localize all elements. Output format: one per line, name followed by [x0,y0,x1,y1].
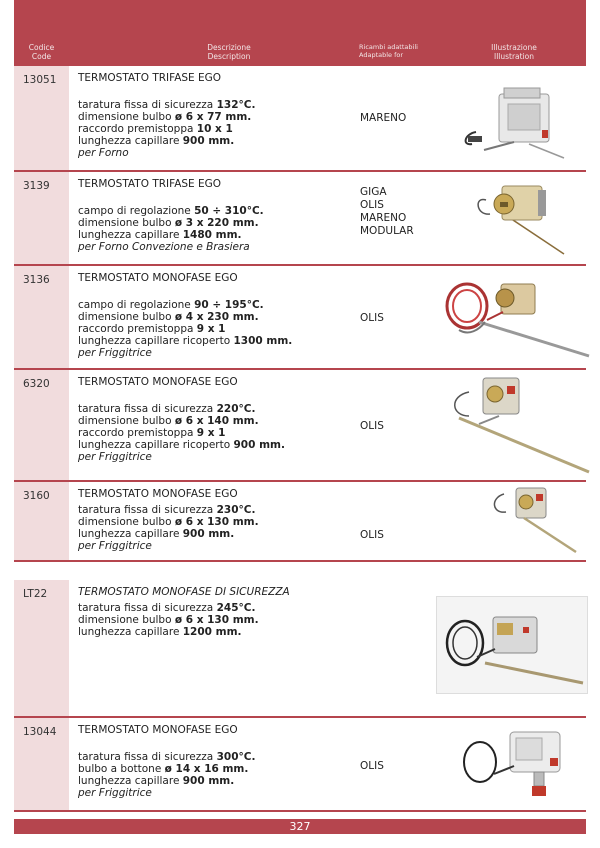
product-title: TERMOSTATO MONOFASE EGO [78,724,238,736]
spec-line: taratura fissa di sicurezza 245°C. [78,602,256,614]
spec-line: dimensione bulbo ø 4 x 230 mm. [78,311,259,323]
code-cell [14,172,69,264]
spec-line: lunghezza capillare ricoperto 1300 mm. [78,335,293,347]
spec-line: taratura fissa di sicurezza 220°C. [78,403,256,415]
thermostat-illustration [454,722,584,806]
thermostat-illustration [464,176,574,260]
brand-item: MARENO [360,112,407,124]
product-code: 3160 [23,490,50,502]
adaptable-brands [360,420,384,433]
product-title: TERMOSTATO MONOFASE EGO [78,272,238,284]
product-title: TERMOSTATO MONOFASE EGO [78,376,238,388]
brand-item: OLIS [360,760,384,772]
page-number: 327 [289,820,311,833]
product-code: 3139 [23,180,50,192]
product-title: TERMOSTATO MONOFASE EGO [78,488,238,500]
code-cell [14,580,69,716]
thermostat-illustration [439,372,599,476]
spec-line: campo di regolazione 50 ÷ 310°C. [78,205,264,217]
spec-line: bulbo a bottone ø 14 x 16 mm. [78,763,249,775]
spec-line: lunghezza capillare 900 mm. [78,775,235,787]
product-description [78,488,368,552]
brand-item: MODULAR [360,225,414,237]
thermostat-illustration [484,484,584,556]
product-description [78,724,368,799]
product-title: TERMOSTATO MONOFASE DI SICUREZZA [78,586,290,598]
spec-line: raccordo premistoppa 10 x 1 [78,123,233,135]
page-footer [14,819,586,834]
code-cell [14,718,69,810]
brand-item: MARENO [360,212,407,224]
product-code: 13051 [23,74,57,86]
spec-line: taratura fissa di sicurezza 132°C. [78,99,256,111]
spec-line: dimensione bulbo ø 3 x 220 mm. [78,217,259,229]
header-description: Descrizione Description [207,43,251,61]
product-usage: per Friggitrice [78,347,152,359]
spec-line: lunghezza capillare 900 mm. [78,135,235,147]
code-cell [14,66,69,170]
thermostat-illustration [439,272,599,362]
brand-item: OLIS [360,529,384,541]
spec-line: taratura fissa di sicurezza 230°C. [78,504,256,516]
product-row [14,370,586,482]
spec-line: lunghezza capillare 1200 mm. [78,626,242,638]
product-row [14,482,586,562]
adaptable-brands [360,112,406,125]
code-cell [14,370,69,480]
header-illustration: Illustrazione Illustration [491,43,537,61]
product-description [78,586,368,638]
spec-line: lunghezza capillare 1480 mm. [78,229,242,241]
product-description [78,376,368,463]
product-row [14,66,586,172]
brand-item: OLIS [360,420,384,432]
product-code: 6320 [23,378,50,390]
brand-item: OLIS [360,312,384,324]
product-row [14,580,586,718]
code-cell [14,266,69,368]
product-usage: per Forno [78,147,129,159]
table-header [14,0,586,66]
spec-line: campo di regolazione 90 ÷ 195°C. [78,299,264,311]
product-code: LT22 [23,588,48,600]
product-usage: per Forno Convezione e Brasiera [78,241,250,253]
product-code: 3136 [23,274,50,286]
spec-line: lunghezza capillare 900 mm. [78,528,235,540]
product-code: 13044 [23,726,57,738]
adaptable-brands [360,529,384,542]
spec-line: raccordo premistoppa 9 x 1 [78,323,226,335]
product-row [14,266,586,370]
spec-line: dimensione bulbo ø 6 x 130 mm. [78,614,259,626]
header-adaptable-for: Ricambi adattabili Adaptable for [359,43,418,59]
adaptable-brands [360,186,414,238]
thermostat-illustration [454,74,574,162]
brand-item: GIGA [360,186,387,198]
spec-line: dimensione bulbo ø 6 x 130 mm. [78,516,259,528]
product-title: TERMOSTATO TRIFASE EGO [78,72,222,84]
product-usage: per Friggitrice [78,451,152,463]
code-cell [14,482,69,560]
spec-line: dimensione bulbo ø 6 x 140 mm. [78,415,259,427]
product-row [14,172,586,266]
product-description [78,178,368,253]
spec-line: raccordo premistoppa 9 x 1 [78,427,226,439]
header-code: Codice Code [28,43,55,61]
adaptable-brands [360,312,384,325]
adaptable-brands [360,760,384,773]
brand-item: OLIS [360,199,384,211]
thermostat-photo [436,596,588,694]
product-description [78,272,368,359]
product-title: TERMOSTATO TRIFASE EGO [78,178,222,190]
product-usage: per Friggitrice [78,787,152,799]
product-usage: per Friggitrice [78,540,152,552]
product-description [78,72,368,159]
spec-line: dimensione bulbo ø 6 x 77 mm. [78,111,252,123]
spec-line: lunghezza capillare ricoperto 900 mm. [78,439,285,451]
spec-line: taratura fissa di sicurezza 300°C. [78,751,256,763]
product-row [14,718,586,812]
